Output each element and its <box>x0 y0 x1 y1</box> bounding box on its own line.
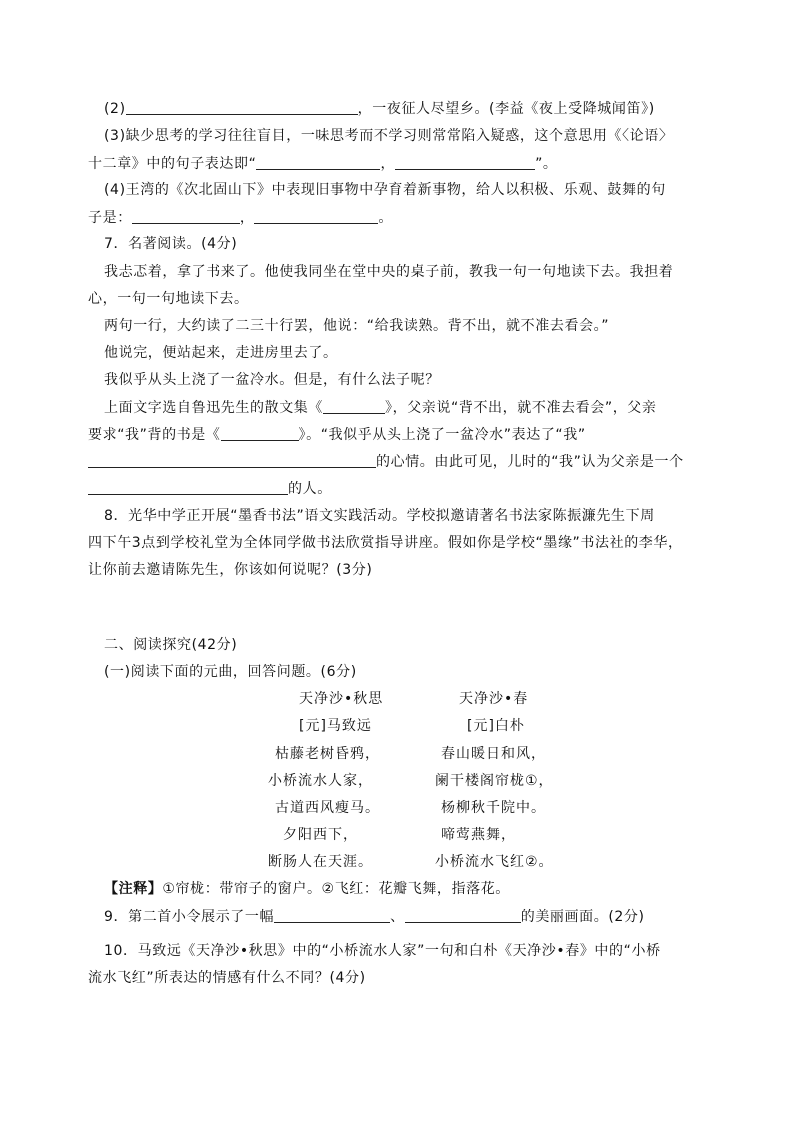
q7-answer-line3 <box>88 451 684 471</box>
q9-head: 9．第二首小令展示了一幅 <box>104 909 275 925</box>
poem-left-title: 天净沙•秋思 <box>299 691 384 707</box>
q6-item2-blank[interactable] <box>126 98 358 115</box>
q8-line2: 四下午3点到学校礼堂为全体同学做书法欣赏指导讲座。假如你是学校“墨缘”书法社的李华， <box>88 535 683 551</box>
q6-item3-blank-1[interactable] <box>256 153 380 170</box>
q10-line1: 10．马致远《天净沙•秋思》中的“小桥流水人家”一句和白朴《天净沙•春》中的“小桥 <box>104 943 661 959</box>
q9-sep: 、 <box>390 909 405 925</box>
q6-item4-blank-1[interactable] <box>132 207 240 224</box>
q9-blank-1[interactable] <box>274 906 390 923</box>
q6-item4-head: 子是： <box>88 210 132 226</box>
q6-item4-end: 。 <box>378 210 394 226</box>
q7-a3-tail: 的心情。由此可见，儿时的“我”认为父亲是一个 <box>376 454 684 470</box>
poem-right-line-2: 阑干楼阁帘栊①， <box>435 773 554 789</box>
q7-passage-p4: 我似乎从头上浇了一盆冷水。但是，有什么法子呢？ <box>104 372 440 388</box>
q7-blank-collection[interactable] <box>323 397 385 414</box>
annotation-text: ①帘栊：带帘子的窗户。②飞红：花瓣飞舞，指落花。 <box>162 881 510 897</box>
q7-passage-p1a: 我忐忑着，拿了书来了。他使我同坐在堂中央的桌子前，教我一句一句地读下去。我担着 <box>104 264 674 280</box>
poem-left-line-2: 小桥流水人家， <box>268 773 373 789</box>
q6-item3-comma: ， <box>380 156 396 172</box>
q7-a2-tail: 》。“我似乎从头上浇了一盆冷水”表达了“我” <box>298 427 586 443</box>
q8-line3: 让你前去邀请陈先生，你该如何说呢？(3分) <box>88 562 373 578</box>
q7-answer-line2 <box>88 424 586 444</box>
q9 <box>104 906 645 926</box>
q7-a4-tail: 的人。 <box>288 481 332 497</box>
q6-item3-line1: (3)缺少思考的学习往往盲目，一味思考而不学习则常常陷入疑惑，这个意思用《〈论语〉 <box>104 128 674 144</box>
q7-blank-feeling[interactable] <box>88 451 376 468</box>
poem-left-line-1: 枯藤老树昏鸦， <box>275 746 380 762</box>
q7-passage-p2: 两句一行，大约读了二三十行罢，他说：“给我读熟。背不出，就不准去看会。” <box>104 318 610 334</box>
q6-item3-blank-2[interactable] <box>395 153 535 170</box>
poem-right-title: 天净沙•春 <box>459 691 529 707</box>
q6-item3-head: 十二章》中的句子表达即“ <box>88 156 257 172</box>
q10-line2: 流水飞红”所表达的情感有什么不同？(4分) <box>88 970 366 986</box>
poem-left-line-3: 古道西风瘦马。 <box>275 800 380 816</box>
q7-passage-p1b: 心，一句一句地读下去。 <box>88 291 249 307</box>
poem-right-author: [元]白朴 <box>467 718 525 734</box>
q7-passage-p3: 他说完，便站起来，走进房里去了。 <box>104 345 338 361</box>
q6-item4-line1: (4)王湾的《次北固山下》中表现旧事物中孕育着新事物，给人以积极、乐观、鼓舞的句 <box>104 182 666 198</box>
poem-left-author: [元]马致远 <box>299 718 372 734</box>
q6-item4-blank-2[interactable] <box>254 207 378 224</box>
annotation-label: 【注释】 <box>104 881 163 897</box>
poem-right-line-5: 小桥流水飞红②。 <box>435 854 554 870</box>
q7-blank-father[interactable] <box>88 478 288 495</box>
annotation-note <box>104 879 510 899</box>
section2-subtitle: (一)阅读下面的元曲，回答问题。(6分) <box>104 664 357 680</box>
q7-answer-line4 <box>88 478 332 498</box>
q7-blank-book[interactable] <box>221 424 299 441</box>
q9-tail: 的美丽画面。(2分) <box>520 909 645 925</box>
q6-item2 <box>104 98 655 118</box>
q6-item2-label: (2) <box>104 101 126 117</box>
poem-right-line-3: 杨柳秋千院中。 <box>441 800 546 816</box>
q6-item3-line2 <box>88 153 558 173</box>
poem-left-line-5: 断肠人在天涯。 <box>268 854 373 870</box>
q6-item2-tail: ，一夜征人尽望乡。(李益《夜上受降城闻笛》) <box>357 101 655 117</box>
poem-right-line-1: 春山暖日和风， <box>441 746 546 762</box>
q7-answer-line1 <box>104 397 657 417</box>
section2-title: 二、阅读探究(42分) <box>104 637 238 653</box>
q6-item4-comma: ， <box>239 210 255 226</box>
q7-title: 7．名著阅读。(4分) <box>104 236 238 252</box>
q6-item3-end: ”。 <box>535 156 558 172</box>
q7-a1-tail: 》，父亲说“背不出，就不准去看会”，父亲 <box>385 400 657 416</box>
q9-blank-2[interactable] <box>405 906 521 923</box>
q6-item4-line2 <box>88 207 393 227</box>
poem-left-line-4: 夕阳西下， <box>283 827 358 843</box>
q7-a2-head: 要求“我”背的书是《 <box>88 427 221 443</box>
q7-a1-head: 上面文字选自鲁迅先生的散文集《 <box>104 400 323 416</box>
q8-line1: 8．光华中学正开展“墨香书法”语文实践活动。学校拟邀请著名书法家陈振濂先生下周 <box>104 508 655 524</box>
poem-right-line-4: 啼莺燕舞， <box>441 827 516 843</box>
